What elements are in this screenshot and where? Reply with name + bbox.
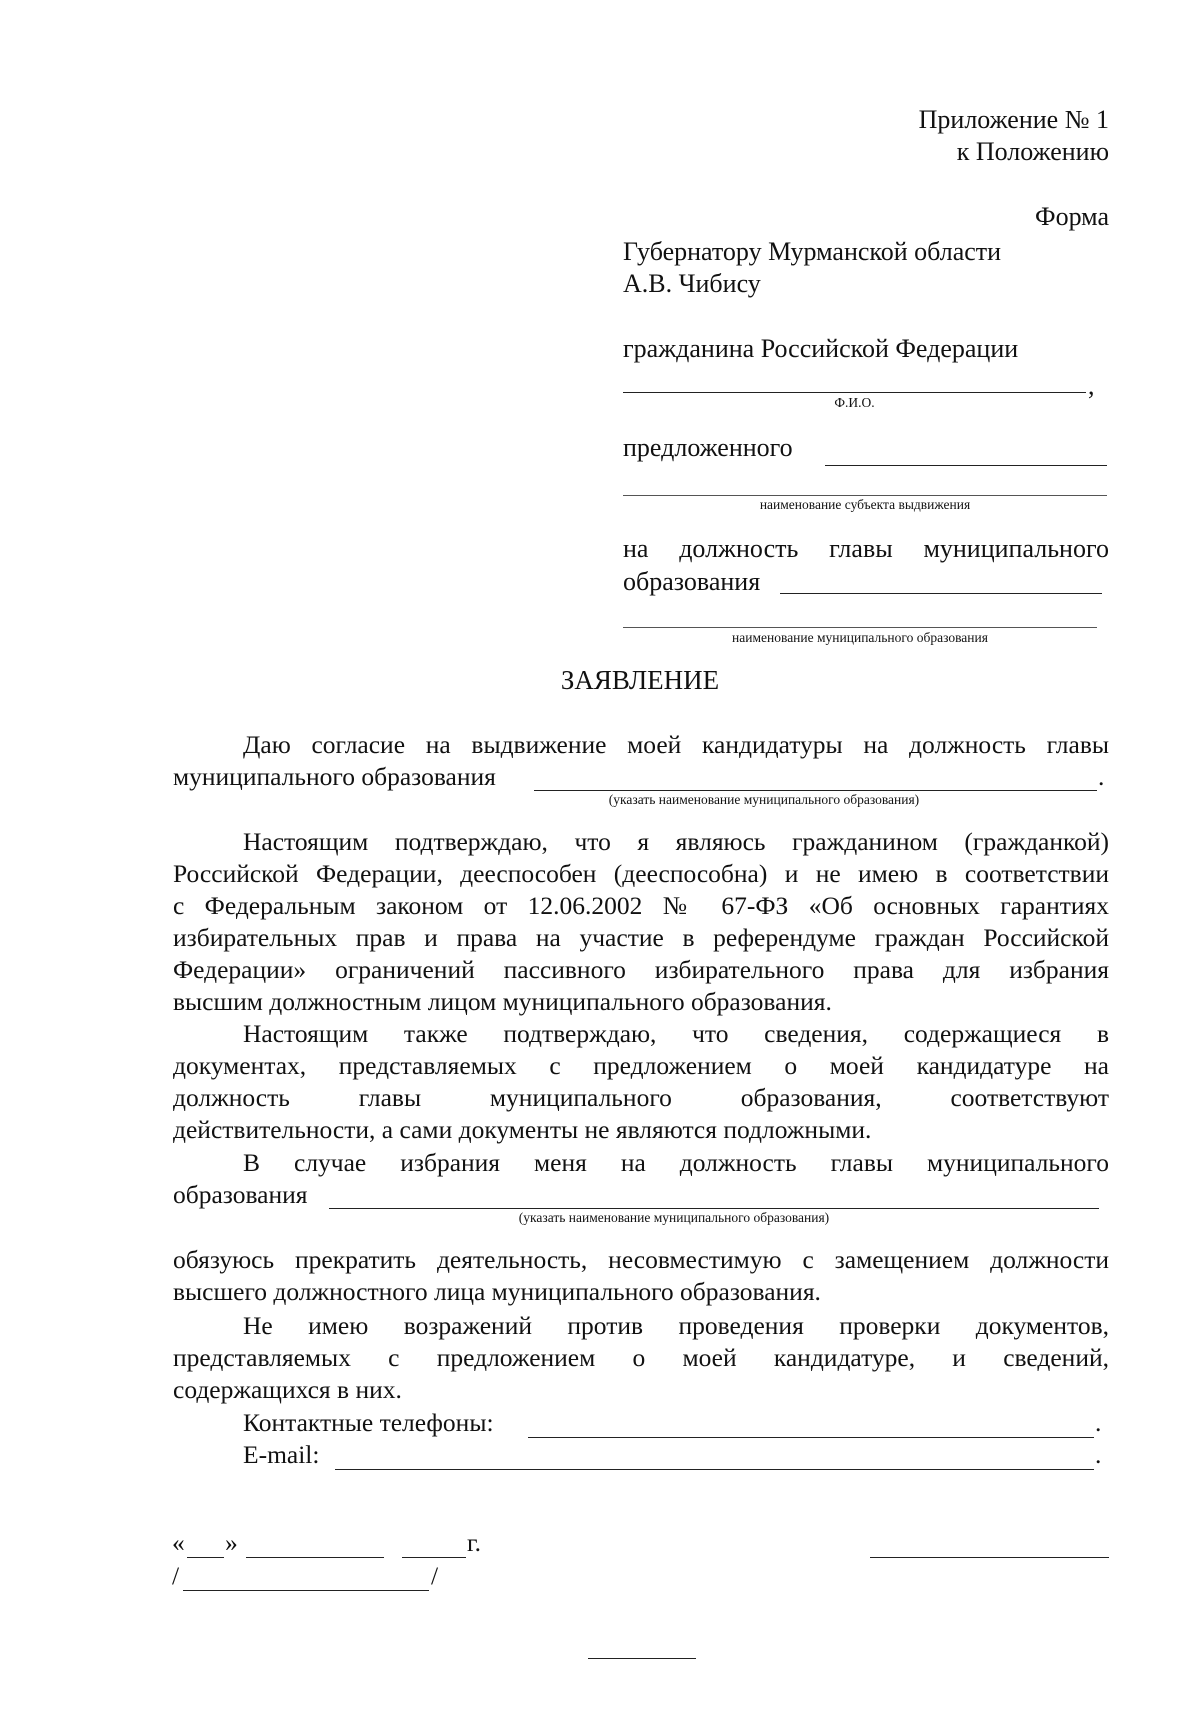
subject-caption: наименование субъекта выдвижения [759, 497, 971, 512]
p4-line-4: высшего должностного лица муниципального образования. [173, 1277, 821, 1306]
statement-title: ЗАЯВЛЕНИЕ [560, 665, 720, 695]
p4-line-2: образования [173, 1180, 308, 1209]
date-year-suffix: г. [467, 1528, 481, 1557]
p1-period: . [1098, 762, 1105, 791]
municipality-line-header[interactable] [780, 593, 1102, 594]
p2-line-5: Федерации» ограничений пассивного избирательного права для избрания [173, 955, 1109, 984]
date-open-quote: « [172, 1528, 185, 1557]
municipality-name-line[interactable] [623, 627, 1097, 628]
end-of-document-rule [588, 1658, 696, 1659]
p2-line-1: Настоящим подтверждаю, что я являюсь гражданином (гражданкой) [243, 827, 1109, 856]
phones-input-line[interactable] [528, 1437, 1094, 1438]
p1-line-2: муниципального образования [173, 762, 496, 791]
proposed-line[interactable] [825, 465, 1107, 466]
p2-line-4: избирательных прав и права на участие в референдуме граждан Российской [173, 923, 1109, 952]
p3-line-1: Настоящим также подтверждаю, что сведения, содержащиеся в [243, 1019, 1109, 1048]
p4-municipality-line[interactable] [329, 1208, 1099, 1209]
form-label: Форма [1035, 202, 1109, 231]
fio-caption: Ф.И.О. [834, 395, 875, 410]
name-slash-close: / [431, 1561, 439, 1590]
p2-line-2: Российской Федерации, дееспособен (дееспособна) и не имею в соответствии [173, 859, 1109, 888]
position-line-1: на должность главы муниципального [623, 534, 1109, 563]
p3-line-3: должность главы муниципального образования, соответствуют [173, 1083, 1109, 1112]
p5-line-1: Не имею возражений против проведения проверки документов, [243, 1311, 1109, 1340]
fio-comma: , [1088, 371, 1095, 400]
date-month-line[interactable] [246, 1557, 384, 1558]
p5-line-2: представляемых с предложением о моей кандидатуре, и сведений, [173, 1343, 1109, 1372]
p5-line-3: содержащихся в них. [173, 1375, 402, 1404]
subject-line[interactable] [623, 495, 1107, 496]
appendix-reference: к Положению [956, 137, 1109, 166]
date-year-line[interactable] [402, 1557, 466, 1558]
proposed-label: предложенного [623, 433, 793, 462]
fio-line[interactable] [623, 392, 1086, 393]
phones-label: Контактные телефоны: [243, 1408, 494, 1437]
p4-line-1: В случае избрания меня на должность главы муниципального [243, 1148, 1109, 1177]
appendix-number: Приложение № 1 [918, 105, 1109, 134]
citizen-label: гражданина Российской Федерации [623, 334, 1019, 363]
municipality-caption: наименование муниципального образования [732, 630, 988, 645]
addressee-name: А.В. Чибису [623, 269, 761, 298]
name-slash-open: / [172, 1561, 180, 1590]
date-close-quote: » [225, 1528, 238, 1557]
p2-line-6: высшим должностным лицом муниципального образования. [173, 987, 832, 1016]
signature-line[interactable] [870, 1557, 1109, 1558]
p3-line-4: действительности, а сами документы не являются подложными. [173, 1115, 872, 1144]
phones-period: . [1095, 1408, 1102, 1437]
p3-line-2: документах, представляемых с предложением о моей кандидатуре на [173, 1051, 1109, 1080]
email-input-line[interactable] [335, 1469, 1094, 1470]
p2-line-3: с Федеральным законом от 12.06.2002 № 67-ФЗ «Об основных гарантиях [173, 891, 1109, 920]
p1-municipality-line[interactable] [534, 790, 1097, 791]
p1-caption: (указать наименование муниципального образования) [608, 792, 920, 807]
addressee-title: Губернатору Мурманской области [623, 237, 1002, 266]
p1-line-1: Даю согласие на выдвижение моей кандидатуры на должность главы [243, 730, 1109, 759]
p4-caption: (указать наименование муниципального образования) [518, 1210, 830, 1225]
position-line-2: образования [623, 567, 761, 596]
email-label: E-mail: [243, 1440, 320, 1469]
p4-line-3: обязуюсь прекратить деятельность, несовместимую с замещением должности [173, 1245, 1109, 1274]
email-period: . [1095, 1440, 1102, 1469]
date-day-line[interactable] [187, 1557, 224, 1558]
name-decipher-line[interactable] [183, 1590, 429, 1591]
